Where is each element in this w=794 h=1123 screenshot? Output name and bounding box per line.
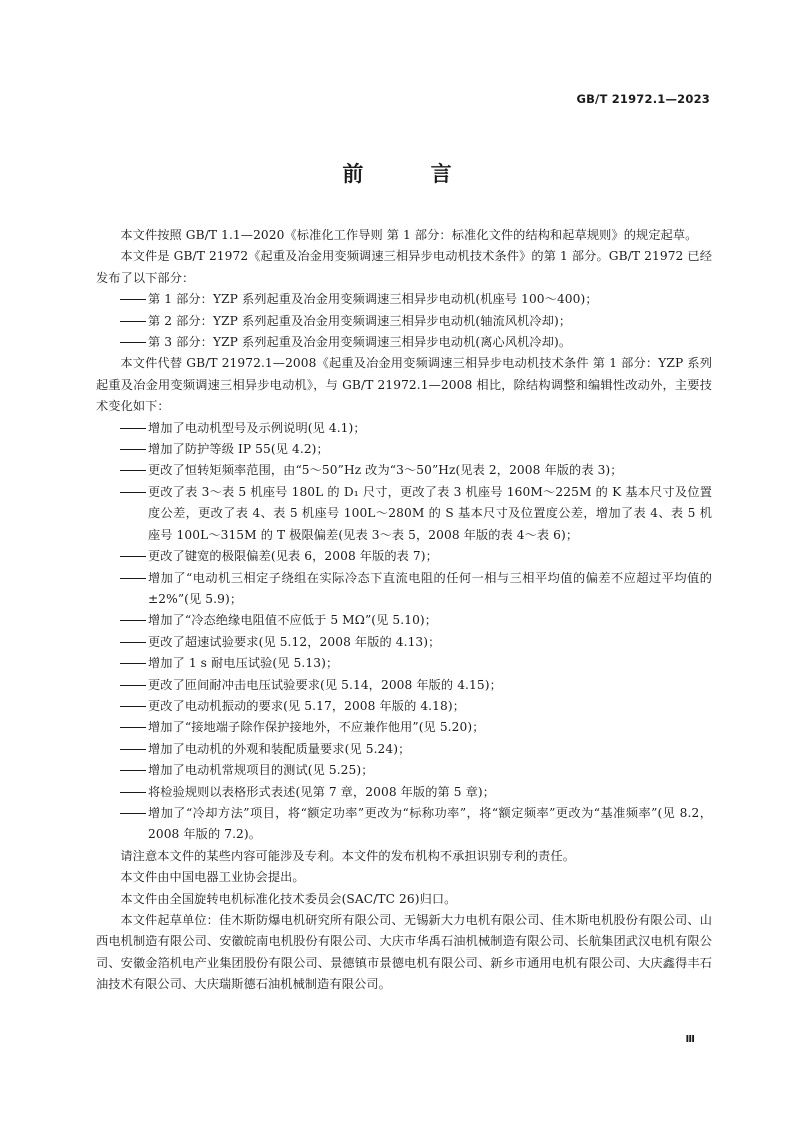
list-item [96, 675, 712, 696]
list-item [96, 482, 712, 546]
list-item-text: 增加了电动机型号及示例说明(见 4.1)； [148, 420, 366, 435]
dash-marker [120, 321, 146, 322]
list-item [96, 311, 712, 332]
list-item [96, 632, 712, 653]
list-item [96, 653, 712, 674]
list-item-text: 增加了电动机常规项目的测试(见 5.25)； [148, 763, 374, 778]
dash-marker [120, 470, 146, 471]
list-item-text: 更改了匝间耐冲击电压试验要求(见 5.14，2008 年版的 4.15)； [148, 677, 502, 692]
parts-list [96, 289, 712, 353]
dash-marker [120, 792, 146, 793]
foreword-body [96, 225, 712, 996]
changes-list [96, 418, 712, 846]
list-item-text: 第 3 部分：YZP 系列起重及冶金用变频调速三相异步电动机(离心风机冷却)。 [148, 335, 572, 350]
list-item [96, 546, 712, 567]
paragraph-drafting-units: 本文件起草单位：佳木斯防爆电机研究所有限公司、无锡新大力电机有限公司、佳木斯电机股份有限公司、山西电机制造有限公司、安徽皖南电机股份有限公司、大庆市华禹石油机械制造有限公司、长航集团武汉电机有限公司、安徽金箔机电产业集团股份有限公司、景德镇市景德电机有限公司、新乡市通用电机有限公司、大庆鑫得丰石油技术有限公司、大庆瑞斯德石油机械制造有限公司。 [96, 913, 712, 992]
paragraph-proposer: 本文件由中国电器工业协会提出。 [120, 870, 305, 885]
dash-marker [120, 685, 146, 686]
dash-marker [120, 342, 146, 343]
list-item-text: 增加了“接地端子除作保护接地外，不应兼作他用”(见 5.20)； [148, 720, 485, 735]
list-item [96, 696, 712, 717]
list-item-text: 增加了 1 s 耐电压试验(见 5.13)； [148, 656, 339, 671]
dash-marker [120, 727, 146, 728]
list-item-text: 更改了键宽的极限偏差(见表 6，2008 年版的表 7)； [148, 549, 438, 564]
dash-marker [120, 620, 146, 621]
dash-marker [120, 706, 146, 707]
list-item [96, 739, 712, 760]
paragraph-patent-notice: 请注意本文件的某些内容可能涉及专利。本文件的发布机构不承担识别专利的责任。 [120, 848, 576, 863]
dash-marker [120, 770, 146, 771]
dash-marker [120, 299, 146, 300]
list-item-text: 增加了电动机的外观和装配质量要求(见 5.24)； [148, 741, 411, 756]
list-item-text: 更改了超速试验要求(见 5.12，2008 年版的 4.13)； [148, 634, 441, 649]
paragraph-series-info: 本文件是 GB/T 21972《起重及冶金用变频调速三相异步电动机技术条件》的第 1 部分。GB/T 21972 已经发布了以下部分： [96, 249, 712, 285]
list-item [96, 439, 712, 460]
list-item [96, 418, 712, 439]
dash-marker [120, 449, 146, 450]
page-number: Ⅲ [685, 1034, 695, 1045]
list-item [96, 610, 712, 631]
list-item [96, 568, 712, 611]
list-item [96, 332, 712, 353]
standard-code: GB/T 21972.1—2023 [576, 92, 710, 106]
paragraph-drafting-rules: 本文件按照 GB/T 1.1—2020《标准化工作导则 第 1 部分：标准化文件的结构和起草规则》的规定起草。 [120, 228, 698, 242]
list-item-text: 第 2 部分：YZP 系列起重及冶金用变频调速三相异步电动机(轴流风机冷却)； [148, 313, 572, 328]
list-item-text: 增加了“冷却方法”项目，将“额定功率”更改为“标称功率”，将“额定频率”更改为“基准频率”(见 8.2，2008 年版的 7.2)。 [148, 805, 712, 842]
dash-marker [120, 492, 146, 493]
list-item [96, 803, 712, 846]
list-item-text: 第 1 部分：YZP 系列起重及冶金用变频调速三相异步电动机(机座号 100～400)； [148, 292, 598, 307]
list-item-text: 更改了表 3～表 5 机座号 180L 的 D₁ 尺寸，更改了表 3 机座号 160M～225M 的 K 基本尺寸及位置度公差，更改了表 4、表 5 机座号 100L～280M 的 S 基本尺寸及位置度公差，增加了表 4、表 5 机座号 100L～315M 的 T 极限偏差(见表 3～表 5，2008 年版的表 4～表 6)； [148, 484, 712, 542]
list-item [96, 782, 712, 803]
list-item [96, 460, 712, 481]
paragraph-replacement: 本文件代替 GB/T 21972.1—2008《起重及冶金用变频调速三相异步电动机技术条件 第 1 部分：YZP 系列起重及冶金用变频调速三相异步电动机》，与 GB/T 21972.1—2008 相比，除结构调整和编辑性改动外，主要技术变化如下： [96, 356, 712, 414]
list-item [96, 289, 712, 310]
dash-marker [120, 813, 146, 814]
dash-marker [120, 578, 146, 579]
list-item [96, 760, 712, 781]
dash-marker [120, 642, 146, 643]
list-item-text: 更改了恒转矩频率范围，由“5～50”Hz 改为“3～50”Hz(见表 2，2008 年版的表 3)； [148, 463, 623, 478]
list-item-text: 将检验规则以表格形式表述(见第 7 章，2008 年版的第 5 章)； [148, 784, 496, 799]
dash-marker [120, 428, 146, 429]
dash-marker [120, 663, 146, 664]
list-item-text: 增加了防护等级 IP 55(见 4.2)； [148, 442, 329, 457]
list-item-text: 增加了“冷态绝缘电阻值不应低于 5 MΩ”(见 5.10)； [148, 613, 438, 628]
list-item-text: 增加了“电动机三相定子绕组在实际冷态下直流电阻的任何一相与三相平均值的偏差不应超过平均值的±2%”(见 5.9)； [148, 570, 712, 606]
paragraph-committee: 本文件由全国旋转电机标准化技术委员会(SAC/TC 26)归口。 [120, 891, 457, 906]
list-item-text: 更改了电动机振动的要求(见 5.17，2008 年版的 4.18)； [148, 698, 466, 713]
dash-marker [120, 556, 146, 557]
dash-marker [120, 749, 146, 750]
page-title: 前 言 [342, 162, 482, 186]
list-item [96, 717, 712, 738]
